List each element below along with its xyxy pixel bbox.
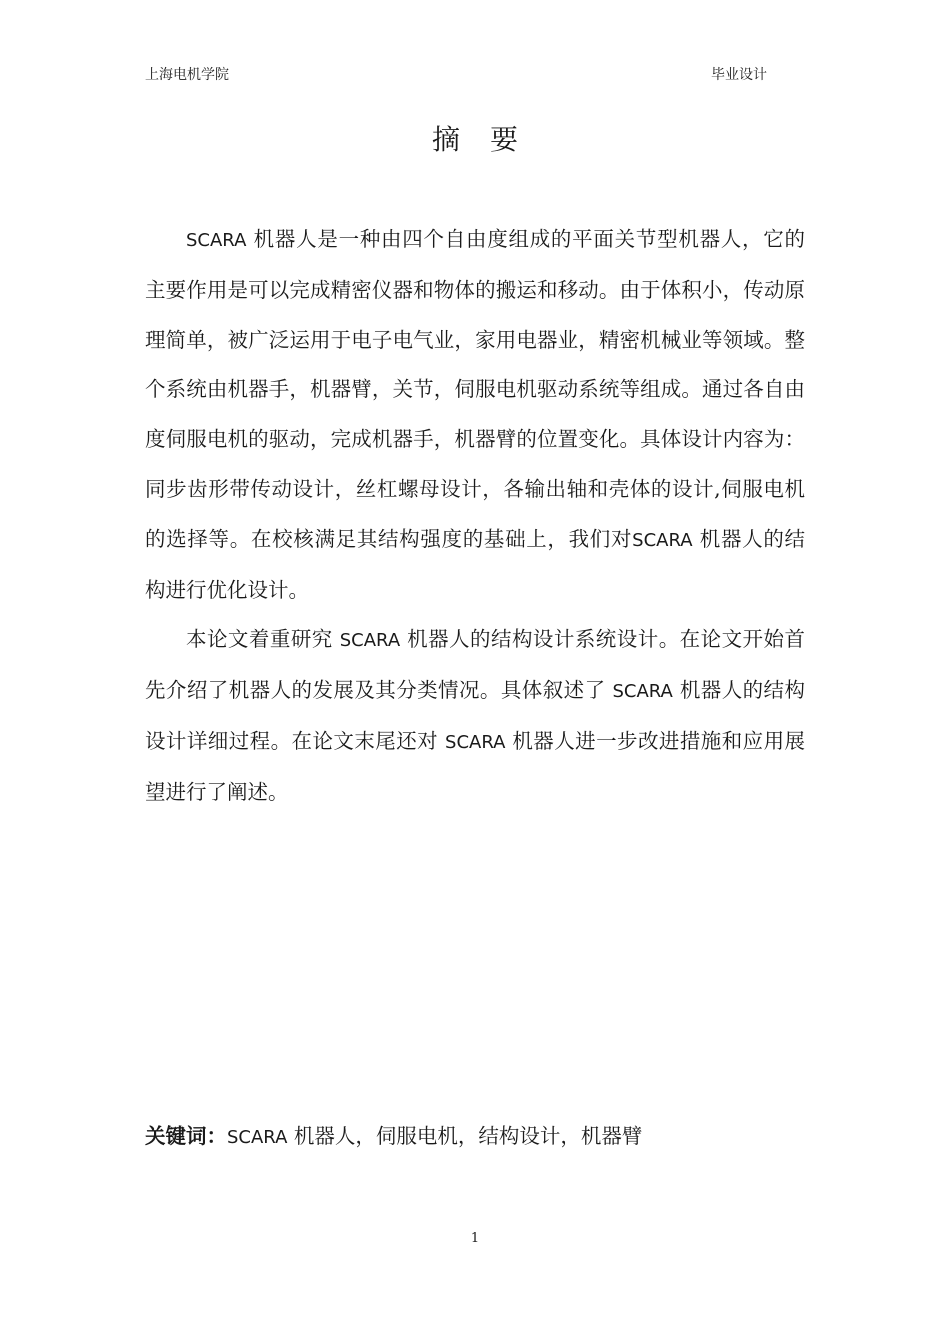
text-run: SCARA [445,731,506,753]
keywords-label: 关键词： [145,1124,227,1148]
header-institution: 上海电机学院 [145,67,229,83]
text-run: SCARA [186,230,247,251]
header-doc-type: 毕业设计 [711,67,767,83]
text-run: 机器人的结构设计系统设计。在论文开始首先介绍了机器人的发展及其分类情况。具体叙述了 [145,627,805,703]
text-run: 机器人进一步改进措施和应用展望进行了阐述。 [145,728,806,804]
abstract-paragraph-2 [145,615,805,817]
text-run: 本论文着重研究 [186,627,340,652]
page-title: 摘要 [431,123,548,156]
text-run: 机器人是一种由四个自由度组成的平面关节型机器人，它的主要作用是可以完成精密仪器和物体的搬运和移动。由于体积小，传动原理简单，被广泛运用于电子电气业，家用电器业，精密机械业等领域。整个系统由机器手，机器臂，关节，伺服电机驱动系统等组成。通过各自由度伺服电机的驱动，完成机器手，机器臂的位置变化。具体设计内容为：同步齿形带传动设计，丝杠螺母设计，各输出轴和壳体的设计,伺服电机的选择等。在校核满足其结构强度的基础上，我们对 [145,227,805,551]
keywords-list: 机器人，伺服电机，结构设计，机器臂 [287,1124,643,1148]
page-number: 1 [470,1231,480,1246]
text-run: SCARA [632,529,693,551]
abstract-body [145,215,805,818]
text-run: SCARA [612,681,673,703]
text-run: SCARA [339,630,401,652]
keywords-latin: SCARA [227,1127,288,1148]
abstract-paragraph-1 [145,215,805,615]
text-run: 机器人的结构进行优化设计。 [145,526,805,602]
text-run: 机器人的结构设计详细过程。在论文末尾还对 [145,678,805,753]
keywords-line [145,1118,805,1156]
